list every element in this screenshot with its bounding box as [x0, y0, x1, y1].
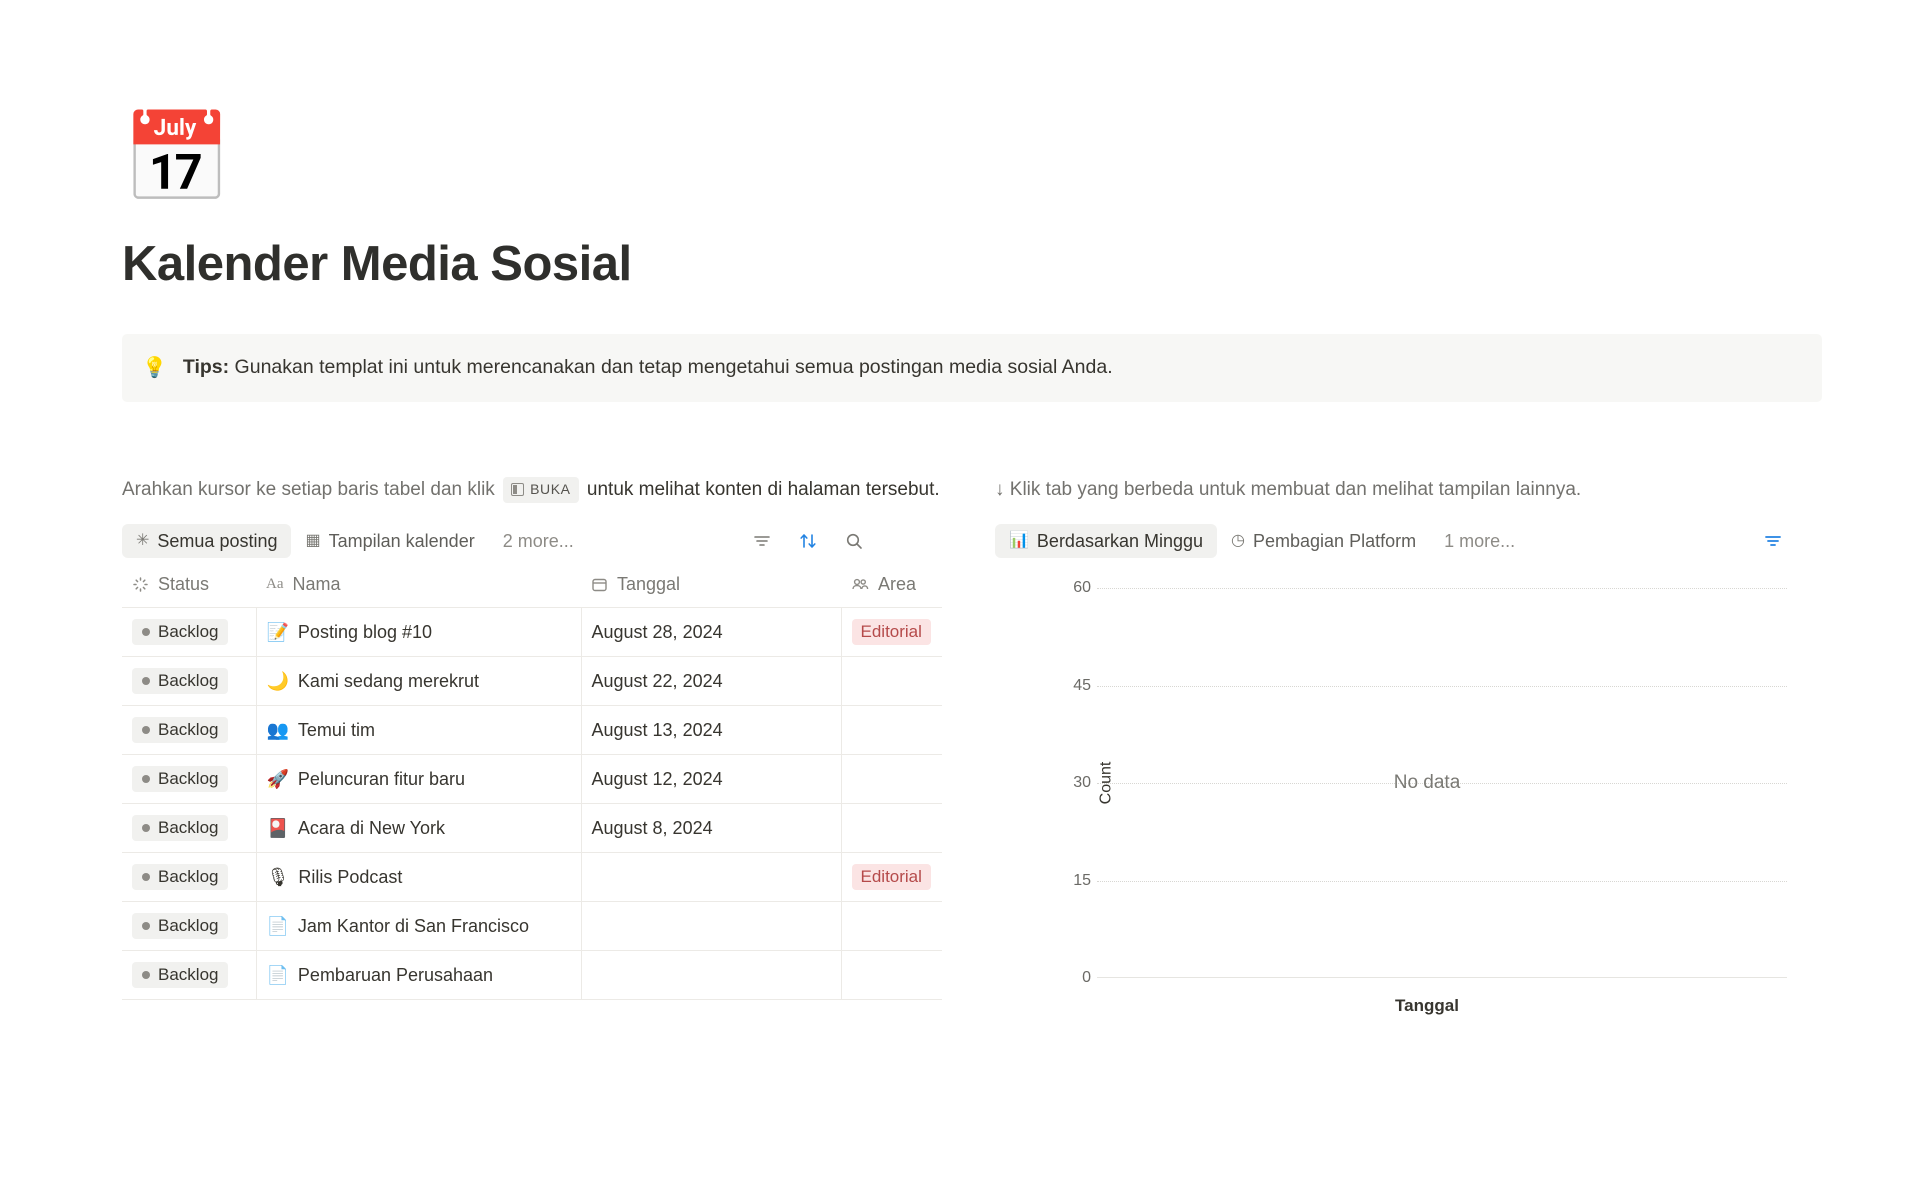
cell-status[interactable]	[122, 706, 256, 755]
row-title: Kami sedang merekrut	[297, 670, 480, 691]
page-title: Kalender Media Sosial	[122, 237, 632, 291]
table-row[interactable]	[122, 755, 942, 804]
cell-nama[interactable]	[256, 706, 581, 755]
column-header-nama[interactable]	[256, 566, 581, 608]
callout-label: Tips:	[182, 356, 230, 379]
column-header-label: Status	[158, 574, 210, 595]
row-emoji-icon: 🎴	[266, 818, 289, 839]
tips-callout	[122, 334, 1822, 402]
status-label: Backlog	[158, 622, 219, 642]
column-header-label: Tanggal	[617, 574, 681, 595]
asterisk-icon: ✳	[136, 532, 150, 550]
cell-nama[interactable]	[256, 608, 581, 657]
chart-ytick: 30	[1073, 774, 1091, 792]
chart-filter-icon[interactable]	[1763, 531, 1783, 551]
view-tab-label: Tampilan kalender	[328, 530, 475, 551]
page-header	[122, 106, 1822, 292]
filter-icon[interactable]	[752, 531, 772, 551]
open-chip	[503, 477, 579, 503]
row-emoji-icon: 📄	[266, 916, 289, 937]
table-row[interactable]	[122, 902, 942, 951]
cell-status[interactable]	[122, 902, 256, 951]
cell-area[interactable]	[841, 951, 942, 1000]
chart-more-tabs-button[interactable]: 1 more...	[1444, 530, 1516, 551]
cell-status[interactable]	[122, 657, 256, 706]
cell-area[interactable]	[841, 853, 942, 902]
status-icon	[132, 576, 149, 593]
chart-xlabel: Tanggal	[1395, 996, 1459, 1016]
more-views-button[interactable]: 2 more...	[502, 530, 574, 551]
status-dot-icon	[142, 971, 150, 979]
cell-status[interactable]	[122, 951, 256, 1000]
table-body	[122, 608, 942, 1000]
cell-tanggal[interactable]	[581, 951, 841, 1000]
cell-status[interactable]	[122, 853, 256, 902]
chart-ytick: 45	[1073, 676, 1091, 694]
chart-view-tabs	[995, 522, 1825, 560]
cell-status[interactable]	[122, 755, 256, 804]
table-hint-before: Arahkan kursor ke setiap baris tabel dan klik	[122, 479, 501, 500]
chart-ytick: 60	[1073, 579, 1091, 597]
cell-tanggal[interactable]	[581, 853, 841, 902]
row-title: Pembaruan Perusahaan	[297, 964, 494, 985]
row-title: Acara di New York	[297, 817, 445, 838]
cell-status[interactable]	[122, 804, 256, 853]
cell-area[interactable]	[841, 608, 942, 657]
table-row[interactable]	[122, 608, 942, 657]
chart-ytick: 0	[1082, 969, 1091, 987]
view-tab-tampilan-kalender[interactable]	[291, 524, 488, 558]
search-icon[interactable]	[844, 531, 864, 551]
cell-tanggal[interactable]	[581, 902, 841, 951]
row-title: Peluncuran fitur baru	[297, 768, 466, 789]
open-chip-label: BUKA	[530, 481, 571, 498]
cell-area[interactable]	[841, 706, 942, 755]
callout-text	[183, 354, 1113, 381]
table-row[interactable]	[122, 853, 942, 902]
cell-nama[interactable]	[256, 804, 581, 853]
chart-empty-message: No data	[1393, 772, 1461, 794]
row-emoji-icon: 🌙	[266, 671, 289, 692]
text-icon: Aa	[266, 576, 284, 593]
column-header-label: Area	[878, 574, 917, 595]
cell-nama[interactable]	[256, 951, 581, 1000]
chart-plot-area	[1067, 579, 1787, 987]
clock-icon: ◷	[1231, 532, 1245, 550]
view-tab-semua-posting[interactable]	[122, 524, 291, 558]
cell-area[interactable]	[841, 755, 942, 804]
chart-tab-label: Pembagian Platform	[1253, 530, 1417, 551]
chart-ytick: 15	[1073, 871, 1091, 889]
cell-area[interactable]	[841, 804, 942, 853]
status-label: Backlog	[158, 965, 219, 985]
cell-tanggal[interactable]: August 8, 2024	[581, 804, 841, 853]
row-emoji-icon: 📝	[266, 622, 289, 643]
status-dot-icon	[142, 922, 150, 930]
cell-tanggal[interactable]: August 13, 2024	[581, 706, 841, 755]
chart-card	[995, 570, 1825, 1040]
row-title: Posting blog #10	[297, 621, 433, 642]
cell-nama[interactable]	[256, 657, 581, 706]
cell-status[interactable]	[122, 608, 256, 657]
status-label: Backlog	[158, 867, 219, 887]
status-label: Backlog	[158, 818, 219, 838]
row-emoji-icon: 📄	[266, 965, 289, 986]
status-dot-icon	[142, 677, 150, 685]
chart-ylabel: Count	[1097, 762, 1115, 805]
row-title: Rilis Podcast	[298, 866, 403, 887]
chart-tab-pembagian-platform[interactable]	[1217, 524, 1430, 558]
bar-chart-icon: 📊	[1009, 532, 1029, 550]
view-tab-label: Semua posting	[157, 530, 278, 551]
cell-nama[interactable]	[256, 902, 581, 951]
open-page-icon	[511, 483, 524, 496]
status-label: Backlog	[158, 769, 219, 789]
column-header-tanggal[interactable]	[581, 566, 841, 608]
lightbulb-icon: 💡	[142, 357, 167, 379]
cell-tanggal[interactable]: August 28, 2024	[581, 608, 841, 657]
chart-tab-berdasarkan-minggu[interactable]	[995, 524, 1217, 558]
page-icon: 📅	[122, 108, 232, 207]
row-emoji-icon: 🚀	[266, 769, 289, 790]
status-dot-icon	[142, 873, 150, 881]
column-header-area[interactable]	[841, 566, 942, 608]
row-title: Temui tim	[297, 719, 375, 740]
column-header-label: Nama	[292, 574, 341, 595]
status-dot-icon	[142, 824, 150, 832]
cell-nama[interactable]	[256, 853, 581, 902]
calendar-view-icon: ▦	[305, 532, 321, 550]
table-hint	[122, 475, 942, 504]
status-label: Backlog	[158, 916, 219, 936]
cell-tanggal[interactable]: August 12, 2024	[581, 755, 841, 804]
cell-nama[interactable]	[256, 755, 581, 804]
chart-x-axis	[1097, 977, 1787, 978]
cell-area[interactable]	[841, 657, 942, 706]
area-badge: Editorial	[852, 619, 931, 645]
row-emoji-icon: 🎙	[266, 867, 290, 888]
database-toolbar	[122, 522, 942, 560]
left-column	[122, 475, 942, 1000]
table-row[interactable]	[122, 706, 942, 755]
person-icon	[851, 576, 869, 593]
toolbar-actions	[752, 531, 864, 551]
table-header-row	[122, 566, 942, 608]
callout-body: Gunakan templat ini untuk merencanakan dan tetap mengetahui semua postingan media sosial Anda.	[229, 356, 1113, 379]
status-dot-icon	[142, 628, 150, 636]
row-emoji-icon: 👥	[266, 720, 289, 741]
right-column	[995, 475, 1825, 1040]
table-row[interactable]	[122, 951, 942, 1000]
status-label: Backlog	[158, 671, 219, 691]
cell-tanggal[interactable]: August 22, 2024	[581, 657, 841, 706]
chart-hint: ↓ Klik tab yang berbeda untuk membuat dan melihat tampilan lainnya.	[995, 479, 1582, 500]
chart-tab-label: Berdasarkan Minggu	[1036, 530, 1204, 551]
area-badge: Editorial	[852, 864, 931, 890]
status-label: Backlog	[158, 720, 219, 740]
status-dot-icon	[142, 775, 150, 783]
table-hint-after: untuk melihat konten di halaman tersebut.	[581, 479, 940, 500]
posts-table	[122, 566, 942, 1000]
row-title: Jam Kantor di San Francisco	[297, 915, 530, 936]
status-dot-icon	[142, 726, 150, 734]
sort-icon[interactable]	[798, 531, 818, 551]
table-row[interactable]	[122, 804, 942, 853]
cell-area[interactable]	[841, 902, 942, 951]
calendar-icon	[591, 576, 608, 593]
column-header-status[interactable]	[122, 566, 256, 608]
table-row[interactable]	[122, 657, 942, 706]
